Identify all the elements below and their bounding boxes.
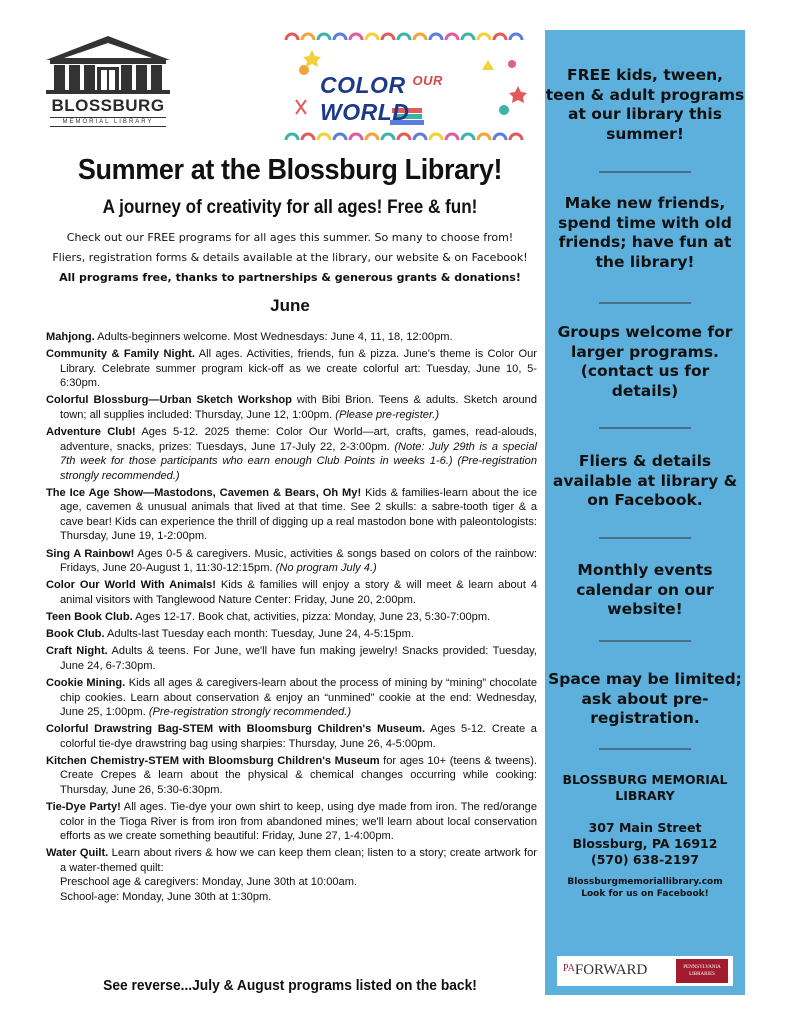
- color-our-world-banner: [282, 30, 534, 143]
- events-list: [46, 330, 537, 907]
- event-text: Ages 5-12. Create a colorful tie-dye drawstring bag using sharpies: Thursday, June 26, 4-5:00pm.: [60, 723, 537, 750]
- banner-title: [320, 72, 534, 126]
- event-name: Colorful Drawstring Bag-STEM with Bloomsburg Children's Museum.: [46, 723, 426, 736]
- event-note: (Please pre-register.): [335, 408, 440, 421]
- sidebar-divider: [599, 537, 691, 539]
- sidebar-block-groups: Groups welcome for larger programs. (contact us for details): [557, 323, 733, 400]
- event-item: [46, 425, 537, 483]
- pennsylvania-libraries-badge: PENNSYLVANIA LIBRARIES: [676, 959, 728, 983]
- address-city: Blossburg, PA 16912: [572, 836, 718, 851]
- pa-forward-wordmark: [563, 962, 647, 979]
- address-street: 307 Main Street: [588, 820, 702, 835]
- event-item: [46, 800, 537, 844]
- pa-text: PA: [563, 963, 575, 974]
- event-name: Sing A Rainbow!: [46, 547, 135, 560]
- event-session-preschool: Preschool age & caregivers: Monday, June 30th at 10:00am.: [60, 876, 358, 889]
- event-name: Community & Family Night.: [46, 348, 195, 361]
- intro-line-1: Check out our FREE programs for all ages this summer. So many to choose from!: [66, 231, 514, 244]
- event-item: [46, 644, 537, 673]
- sidebar-web: [545, 876, 745, 900]
- intro-line-3: All programs free, thanks to partnerships & generous grants & donations!: [59, 271, 521, 284]
- event-name: Water Quilt.: [46, 847, 109, 860]
- event-item: [46, 393, 537, 422]
- event-name: Cookie Mining.: [46, 676, 126, 689]
- event-name: Teen Book Club.: [46, 611, 133, 623]
- sidebar-library-name: BLOSSBURG MEMORIAL LIBRARY: [562, 772, 728, 803]
- website-link[interactable]: Blossburgmemoriallibrary.com: [567, 877, 723, 887]
- event-name: Mahjong.: [46, 331, 95, 343]
- event-item: [46, 486, 537, 544]
- sidebar-divider: [599, 427, 691, 429]
- event-item: [46, 330, 537, 345]
- event-item: [46, 627, 537, 642]
- sidebar-divider: [599, 302, 691, 304]
- page-title: Summer at the Blossburg Library!: [77, 154, 503, 186]
- event-text: All ages. Tie-dye your own shirt to keep, using dye made from iron. The red/orange color in the Tioga River is from iron from abandoned mines; we'll learn about local conservation efforts as we create something beautiful: Friday, June 27, 1-4:00pm.: [60, 801, 538, 843]
- event-session-school-age: School-age: Monday, June 30th at 1:30pm.: [60, 891, 272, 903]
- event-note: (Pre-registration strongly recommended.): [148, 706, 352, 719]
- library-logo: [42, 34, 174, 130]
- sidebar-block-space-limited: Space may be limited; ask about pre-registration.: [548, 670, 742, 727]
- logo-subtitle: MEMORIAL LIBRARY: [50, 117, 166, 127]
- event-item: [46, 347, 537, 391]
- event-item: [46, 722, 537, 751]
- event-text: Ages 0-5 & caregivers. Music, activities & songs based on colors of the rainbow: Fridays, June 20-August 1, 11:30-12:15pm.: [60, 547, 537, 575]
- event-name: The Ice Age Show—Mastodons, Cavemen & Bears, Oh My!: [46, 486, 362, 499]
- event-text: Adults-beginners welcome. Most Wednesdays: June 4, 11, 18, 12:00pm.: [94, 331, 453, 343]
- event-text: Adults-last Tuesday each month: Tuesday, June 24, 4-5:15pm.: [104, 628, 414, 641]
- event-item: [46, 754, 537, 798]
- event-name: Tie-Dye Party!: [46, 801, 121, 814]
- pa-forward-logo: [557, 956, 733, 986]
- event-name: Kitchen Chemistry-STEM with Bloomsburg Children's Museum: [46, 754, 380, 767]
- event-name: Book Club.: [46, 628, 105, 641]
- event-item: [46, 676, 537, 720]
- forward-text: FORWARD: [574, 962, 648, 978]
- sidebar-block-free-programs: FREE kids, tween, teen & adult programs at our library this summer!: [545, 66, 745, 143]
- sidebar-divider: [599, 171, 691, 173]
- banner-word-world: WORLD: [320, 99, 410, 125]
- sidebar-divider: [599, 748, 691, 750]
- event-name: Color Our World With Animals!: [46, 579, 216, 592]
- facebook-note: Look for us on Facebook!: [581, 889, 709, 899]
- page-subtitle: A journey of creativity for all ages! Free & fun!: [102, 197, 478, 218]
- logo-name: BLOSSBURG: [51, 96, 165, 115]
- sidebar-address: [545, 820, 745, 868]
- event-text: for ages 10+ (teens & tweens). Create Crepes & learn about the physical & chemical changes occurring while cooking: Thursday, June 26, 5:30-6:30pm.: [60, 754, 537, 796]
- sidebar-divider: [599, 640, 691, 642]
- sidebar-block-fliers: Fliers & details available at library & on Facebook.: [552, 452, 738, 509]
- intro-line-2: Fliers, registration forms & details available at the library, our website & on Facebook!: [52, 251, 528, 264]
- event-text: Kids & families-learn about the ice age, cavemen & unusual animals that lived at that time. See 2 skulls: a sabre-tooth tiger & a cave bear! Kids can experience the thrill of digging up a real mastodon bone with paleontologists: Thursday, June 19, 1-2:00pm.: [60, 486, 537, 543]
- event-note: (Note: July 29th is a special 7th week for those participants who earn enough Club Points in weeks 1-6.) (Pre-registration strongly recommended.): [60, 440, 538, 482]
- banner-word-color: COLOR: [320, 72, 406, 98]
- event-text: Ages 12-17. Book chat, activities, pizza: Monday, June 23, 5:30-7:00pm.: [132, 611, 491, 623]
- event-name: Colorful Blossburg—Urban Sketch Workshop: [46, 394, 292, 407]
- event-text: with Bibi Brion. Teens & adults. Sketch around town; all supplies included: Thursday, June 12, 1:00pm.: [60, 394, 537, 421]
- sidebar-block-calendar: Monthly events calendar on our website!: [576, 561, 714, 618]
- event-text: Kids & families will enjoy a story & will meet & learn about 4 animal visitors with Tanglewood Nature Center: Friday, June 20, 2:00pm.: [60, 579, 537, 606]
- event-item: [46, 547, 537, 576]
- event-item-water-quilt: [46, 846, 537, 904]
- event-name: Adventure Club!: [46, 426, 136, 439]
- event-item: [46, 610, 537, 625]
- banner-word-our: OUR: [412, 73, 443, 88]
- sidebar-block-friends: Make new friends, spend time with old friends; have fun at the library!: [558, 194, 732, 271]
- phone-number: (570) 638-2197: [591, 852, 699, 867]
- library-building-icon: [42, 34, 174, 96]
- event-text: Ages 5-12. 2025 theme: Color Our World—art, crafts, games, read-alouds, adventure, snacks, prizes: Tuesdays, June 17-July 22, 2-3:00pm.: [60, 426, 537, 453]
- event-item: [46, 578, 537, 607]
- event-text: Kids all ages & caregivers-learn about the process of mining by “mining” chocolate chip cookies. Learn about conservation & enjoy an “unmined” cookie at the end: Wednesday, June 25, 1:00pm.: [60, 676, 537, 719]
- sidebar: [545, 30, 745, 995]
- event-note: (No program July 4.): [275, 562, 377, 575]
- footer-note: See reverse...July & August programs listed on the back!: [103, 977, 477, 994]
- event-text: All ages. Activities, friends, fun & pizza. June's theme is Color Our Library. Celebrate summer program kick-off as we create colorful art: Tuesday, June 10, 5-6:30pm.: [60, 348, 537, 390]
- event-text: Learn about rivers & how we can keep them clean; listen to a story; create artwork for a water-themed quilt:: [60, 847, 537, 874]
- event-name: Craft Night.: [46, 645, 108, 658]
- month-heading: June: [270, 296, 310, 315]
- event-text: Adults & teens. For June, we'll have fun making jewelry! Snacks provided: Tuesday, June 24, 6-7:30pm.: [60, 645, 537, 672]
